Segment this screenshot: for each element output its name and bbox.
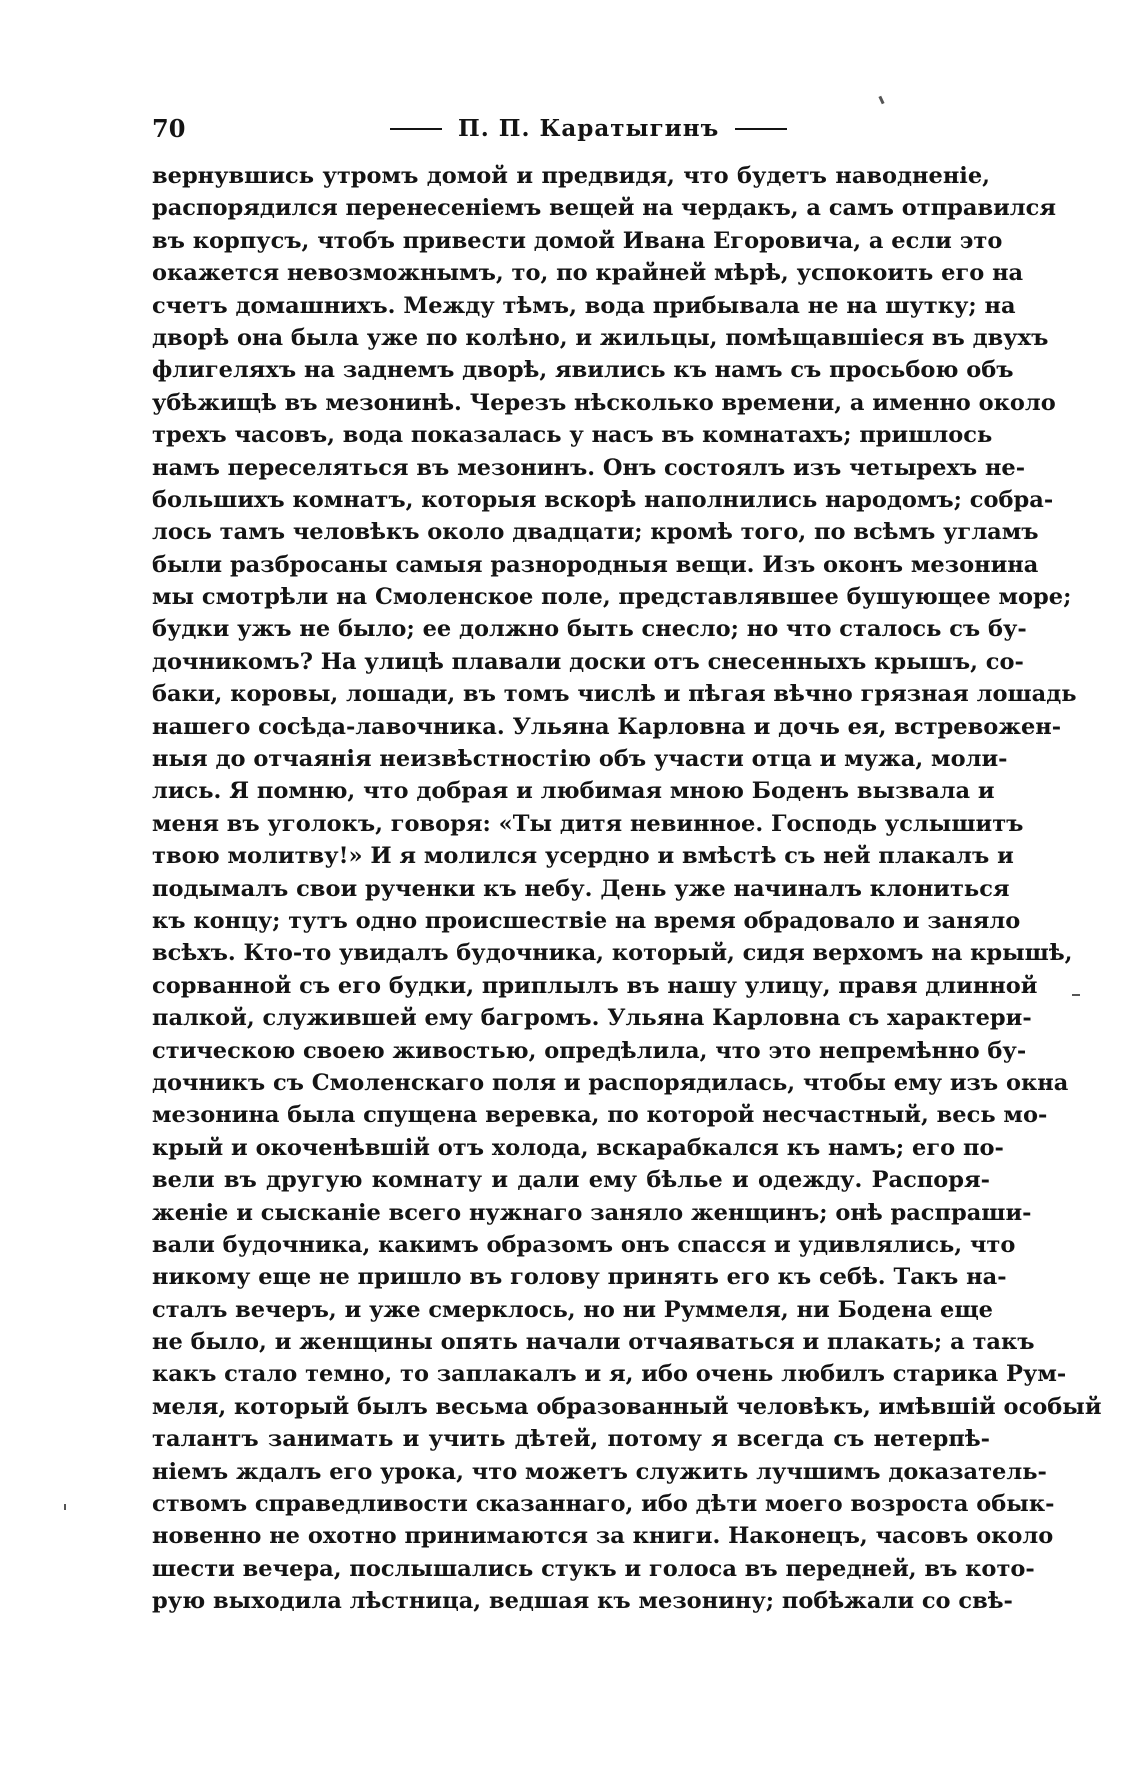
text-line: талантъ занимать и учить дѣтей, потому я всегда съ нетерпѣ-: [152, 1426, 990, 1453]
text-line: вали будочника, какимъ образомъ онъ спасся и удивлялись, что: [152, 1231, 1016, 1258]
right-rule: [735, 128, 787, 130]
text-line: намъ переселяться въ мезонинъ. Онъ состоялъ изъ четырехъ не-: [152, 454, 1026, 481]
text-line: не было, и женщины опять начали отчаяваться и плакать; а такъ: [152, 1329, 1035, 1356]
text-line: меля, который былъ весьма образованный человѣкъ, имѣвшій особый: [152, 1393, 1102, 1420]
text-line: новенно не охотно принимаются за книги. Наконецъ, часовъ около: [152, 1523, 1054, 1550]
text-line: счетъ домашнихъ. Между тѣмъ, вода прибывала не на шутку; на: [152, 292, 1016, 319]
text-line: твою молитву!» И я молился усердно и вмѣстѣ съ ней плакалъ и: [152, 843, 1014, 870]
text-line: распорядился перенесеніемъ вещей на чердакъ, а самъ отправился: [152, 195, 1056, 222]
text-line: трехъ часовъ, вода показалась у насъ въ комнатахъ; пришлось: [152, 422, 993, 449]
running-title: П. П. Каратыгинъ: [458, 115, 720, 142]
text-line: дворѣ она была уже по колѣно, и жильцы, помѣщавшіеся въ двухъ: [152, 324, 1049, 351]
text-line: подымалъ свои рученки къ небу. День уже начиналъ клониться: [152, 875, 1010, 902]
text-line: шести вечера, послышались стукъ и голоса въ передней, въ кото-: [152, 1555, 1035, 1582]
running-head: [390, 112, 787, 146]
text-line: дочникъ съ Смоленскаго поля и распорядилась, чтобы ему изъ окна: [152, 1069, 1069, 1096]
text-line: флигеляхъ на заднемъ дворѣ, явились къ намъ съ просьбою объ: [152, 357, 1014, 384]
text-line: къ концу; тутъ одно происшествіе на время обрадовало и заняло: [152, 907, 1021, 934]
scan-speck-icon: [878, 96, 884, 105]
text-line: лось тамъ человѣкъ около двадцати; кромѣ того, по всѣмъ угламъ: [152, 519, 1039, 546]
text-line: были разбросаны самыя разнородныя вещи. Изъ оконъ мезонина: [152, 551, 1039, 578]
text-line: стическою своею живостью, опредѣлила, что это непремѣнно бу-: [152, 1037, 1027, 1064]
text-line: окажется невозможнымъ, то, по крайней мѣрѣ, успокоить его на: [152, 260, 1024, 287]
text-line: мы смотрѣли на Смоленское поле, представлявшее бушующее море;: [152, 584, 1072, 611]
text-line: никому еще не пришло въ голову принять его къ себѣ. Такъ на-: [152, 1264, 1007, 1291]
text-line: женіе и сысканіе всего нужнаго заняло женщинъ; онѣ распраши-: [152, 1199, 1032, 1226]
scan-speck-icon: [1072, 994, 1080, 996]
text-line: мезонина была спущена веревка, по которой несчастный, весь мо-: [152, 1102, 1048, 1129]
text-line: ніемъ ждалъ его урока, что можетъ служить лучшимъ доказатель-: [152, 1458, 1047, 1485]
left-rule: [390, 128, 442, 130]
text-line: въ корпусъ, чтобъ привести домой Ивана Егоровича, а если это: [152, 227, 1003, 254]
page-number: 70: [152, 114, 186, 143]
text-line: дочникомъ? На улицѣ плавали доски отъ снесенныхъ крышъ, со-: [152, 648, 1024, 675]
text-line: какъ стало темно, то заплакалъ и я, ибо очень любилъ старика Рум-: [152, 1361, 1067, 1388]
text-line: меня въ уголокъ, говоря: «Ты дитя невинное. Господь услышитъ: [152, 810, 1024, 837]
text-line: вернувшись утромъ домой и предвидя, что будетъ наводненіе,: [152, 163, 990, 189]
text-line: ныя до отчаянія неизвѣстностію объ участи отца и мужа, моли-: [152, 746, 1008, 773]
text-line: палкой, служившей ему багромъ. Ульяна Карловна съ характери-: [152, 1005, 1032, 1032]
text-line: лись. Я помню, что добрая и любимая мною Боденъ вызвала и: [152, 778, 995, 805]
text-line: будки ужъ не было; ее должно быть снесло; но что сталось съ бу-: [152, 616, 1027, 643]
text-line: крый и окоченѣвшій отъ холода, вскарабкался къ намъ; его по-: [152, 1134, 1004, 1161]
text-line: вели въ другую комнату и дали ему бѣлье и одежду. Распоря-: [152, 1167, 990, 1194]
text-line: убѣжищѣ въ мезонинѣ. Черезъ нѣсколько времени, а именно около: [152, 389, 1056, 416]
scan-speck-icon: [64, 1504, 66, 1510]
text-line: сорванной съ его будки, приплылъ въ нашу улицу, правя длинной: [152, 972, 1038, 999]
text-line: всѣхъ. Кто-то увидалъ будочника, который, сидя верхомъ на крышѣ,: [152, 940, 1073, 967]
text-line: сталъ вечеръ, и уже смерклось, но ни Руммеля, ни Бодена еще: [152, 1296, 993, 1323]
text-line: нашего сосѣда-лавочника. Ульяна Карловна и дочь ея, встревожен-: [152, 713, 1062, 740]
text-line: большихъ комнатъ, которыя вскорѣ наполнились народомъ; собра-: [152, 486, 1054, 513]
text-line: рую выходила лѣстница, ведшая къ мезонину; побѣжали со свѣ-: [152, 1588, 1013, 1615]
body-text: [152, 160, 1102, 1618]
page-header: [152, 112, 990, 146]
text-line: баки, коровы, лошади, въ томъ числѣ и пѣгая вѣчно грязная лошадь: [152, 681, 1077, 708]
text-line: ствомъ справедливости сказаннаго, ибо дѣти моего возроста обык-: [152, 1491, 1055, 1518]
